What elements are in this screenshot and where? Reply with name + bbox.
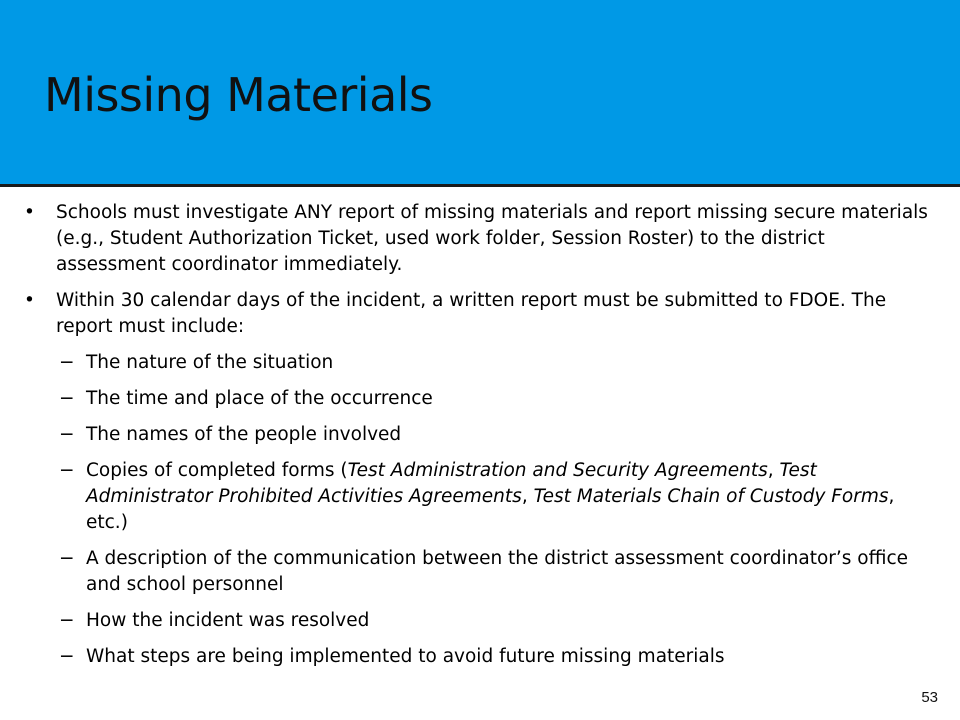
sub-item-text: How the incident was resolved <box>86 610 370 631</box>
forms-separator: , <box>521 486 534 507</box>
sub-item-text: What steps are being implemented to avoid future missing materials <box>86 646 725 667</box>
sub-item <box>22 386 932 412</box>
sub-item-text: The time and place of the occurrence <box>86 388 433 409</box>
dash-marker: − <box>59 460 75 481</box>
sub-item-text: The names of the people involved <box>86 424 402 445</box>
page-number: 53 <box>921 689 938 706</box>
dash-marker: − <box>59 388 75 409</box>
sub-item-text: A description of the communication between the district assessment coordinator’s office and school personnel <box>86 548 909 595</box>
sub-item <box>22 422 932 448</box>
slide-body <box>22 200 932 680</box>
bullet-marker: • <box>24 202 35 223</box>
sub-item <box>22 644 932 670</box>
bullet-item <box>22 200 932 278</box>
forms-separator: , <box>767 460 780 481</box>
forms-lead: Copies of completed forms ( <box>86 460 348 481</box>
bullet-marker: • <box>24 290 35 311</box>
slide-title: Missing Materials <box>44 68 433 122</box>
form-name-security-agreements: Test Administration and Security Agreements <box>347 460 768 481</box>
dash-marker: − <box>59 610 75 631</box>
forms-tail: , etc.) <box>86 486 895 533</box>
bullet-text: Schools must investigate ANY report of missing materials and report missing secure materials (e.g., Student Authorization Ticket, used work folder, Session Roster) to the district assessment coordinator immediately. <box>56 202 928 275</box>
dash-marker: − <box>59 646 75 667</box>
sub-item <box>22 608 932 634</box>
sub-item <box>22 350 932 376</box>
bullet-item <box>22 288 932 340</box>
form-name-prohibited-activities: Test Administrator Prohibited Activities Agreements <box>86 460 817 507</box>
dash-marker: − <box>59 424 75 445</box>
sub-item <box>22 458 932 536</box>
sub-item <box>22 546 932 598</box>
sub-item-text <box>86 460 894 533</box>
bullet-text: Within 30 calendar days of the incident, a written report must be submitted to FDOE. The report must include: <box>56 290 887 337</box>
sub-item-text: The nature of the situation <box>86 352 334 373</box>
dash-marker: − <box>59 548 75 569</box>
header-divider <box>0 184 960 187</box>
form-name-chain-of-custody: Test Materials Chain of Custody Forms <box>533 486 889 507</box>
dash-marker: − <box>59 352 75 373</box>
